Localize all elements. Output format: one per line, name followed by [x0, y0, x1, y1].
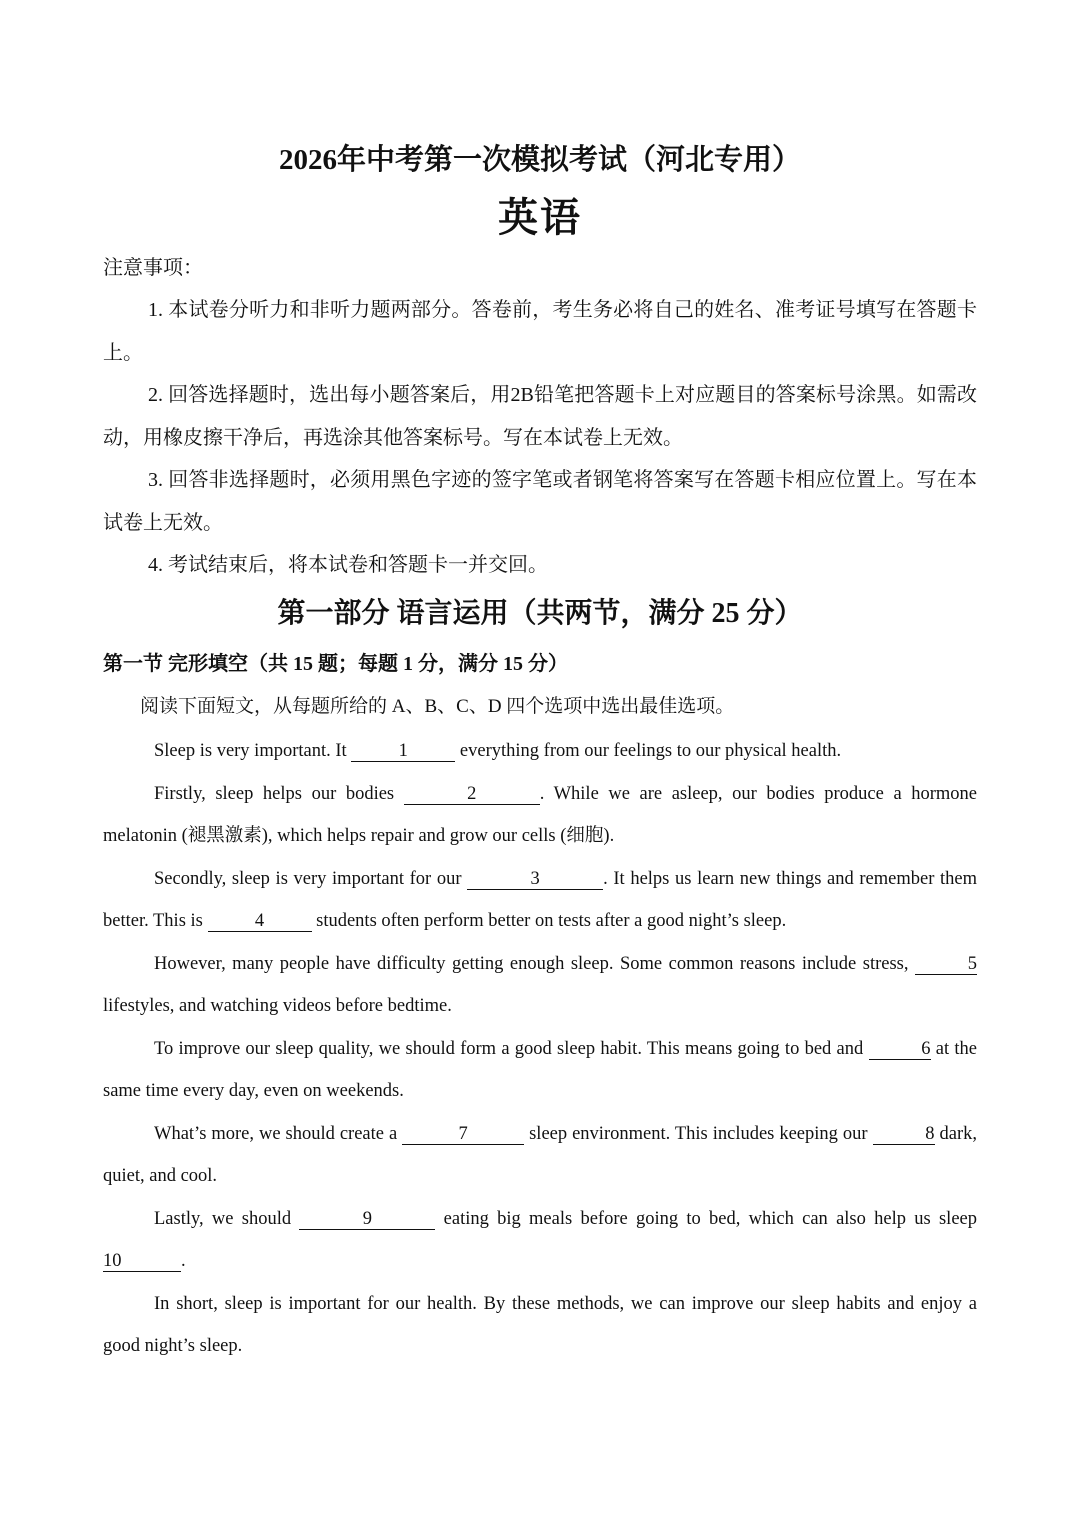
cloze-blank: 5: [915, 954, 977, 975]
passage-text: What’s more, we should create a: [154, 1123, 403, 1144]
notice-item: 3. 回答非选择题时，必须用黑色字迹的签字笔或者钢笔将答案写在答题卡相应位置上。写在本试卷上无效。: [103, 469, 977, 534]
notice-list: [103, 289, 977, 587]
passage-text: Lastly, we should: [154, 1208, 300, 1229]
passage-text: To improve our sleep quality, we should form a good sleep habit. This means going to bed and: [154, 1038, 869, 1059]
passage-paragraph: [103, 943, 977, 1028]
passage-text: dark, quiet, and cool.: [103, 1123, 977, 1186]
cloze-blank: 4: [208, 911, 312, 932]
passage-text: everything from our feelings to our physical health.: [455, 741, 842, 761]
passage-text: . While we are asleep, our bodies produce a hormone melatonin (褪黑激素), which helps repair and grow our cells (细胞).: [103, 783, 977, 846]
cloze-blank: 2: [404, 784, 540, 805]
passage-text: However, many people have difficulty getting enough sleep. Some common reasons include stress,: [154, 953, 915, 974]
passage-text: eating big meals before going to bed, which can also help us sleep: [435, 1208, 977, 1229]
passage-paragraph: [103, 1028, 977, 1113]
cloze-blank: 8: [873, 1124, 935, 1145]
notice-item: 2. 回答选择题时，选出每小题答案后，用2B铅笔把答题卡上对应题目的答案标号涂黑。如需改动，用橡皮擦干净后，再选涂其他答案标号。写在本试卷上无效。: [103, 384, 977, 449]
passage-text: sleep environment. This includes keeping our: [524, 1123, 873, 1144]
passage-paragraph: [103, 858, 977, 943]
passage-text: at the same time every day, even on weekends.: [103, 1038, 978, 1101]
passage-text: Firstly, sleep helps our bodies: [154, 783, 404, 804]
cloze-blank: 1: [351, 741, 455, 762]
passage-paragraph: [103, 1198, 977, 1283]
passage-text: Secondly, sleep is very important for our: [154, 868, 468, 889]
cloze-passage: [103, 730, 977, 1368]
subject-title: 英语: [498, 195, 582, 240]
passage-text: . It helps us learn new things and remember them better. This is: [103, 868, 977, 931]
cloze-blank: 7: [402, 1124, 524, 1145]
cloze-blank: 10: [103, 1251, 181, 1272]
passage-text: students often perform better on tests after a good night’s sleep.: [311, 911, 787, 931]
passage-text: .: [181, 1251, 186, 1271]
exam-title: 2026年中考第一次模拟考试（河北专用）: [278, 144, 801, 176]
cloze-blank: 6: [869, 1039, 931, 1060]
passage-text: Sleep is very important. It: [154, 741, 352, 761]
notice-item: 1. 本试卷分听力和非听力题两部分。答卷前，考生务必将自己的姓名、准考证号填写在答题卡上。: [103, 299, 977, 364]
cloze-blank: 3: [467, 869, 603, 890]
part-title: 第一部分 语言运用（共两节，满分 25 分）: [277, 598, 803, 629]
passage-text: lifestyles, and watching videos before bedtime.: [103, 996, 452, 1016]
passage-paragraph: In short, sleep is important for our health. By these methods, we can improve our sleep habits and enjoy a good night’s sleep.: [103, 1293, 977, 1356]
cloze-blank: 9: [299, 1209, 435, 1230]
section-instruction: 阅读下面短文，从每题所给的 A、B、C、D 四个选项中选出最佳选项。: [140, 696, 735, 717]
notice-item: 4. 考试结束后，将本试卷和答题卡一并交回。: [148, 554, 548, 576]
passage-paragraph: [103, 730, 977, 773]
passage-paragraph: [103, 773, 977, 858]
notice-heading: 注意事项：: [103, 257, 203, 279]
passage-paragraph: [103, 1113, 977, 1198]
section-title: 第一节 完形填空（共 15 题；每题 1 分，满分 15 分）: [103, 653, 568, 675]
